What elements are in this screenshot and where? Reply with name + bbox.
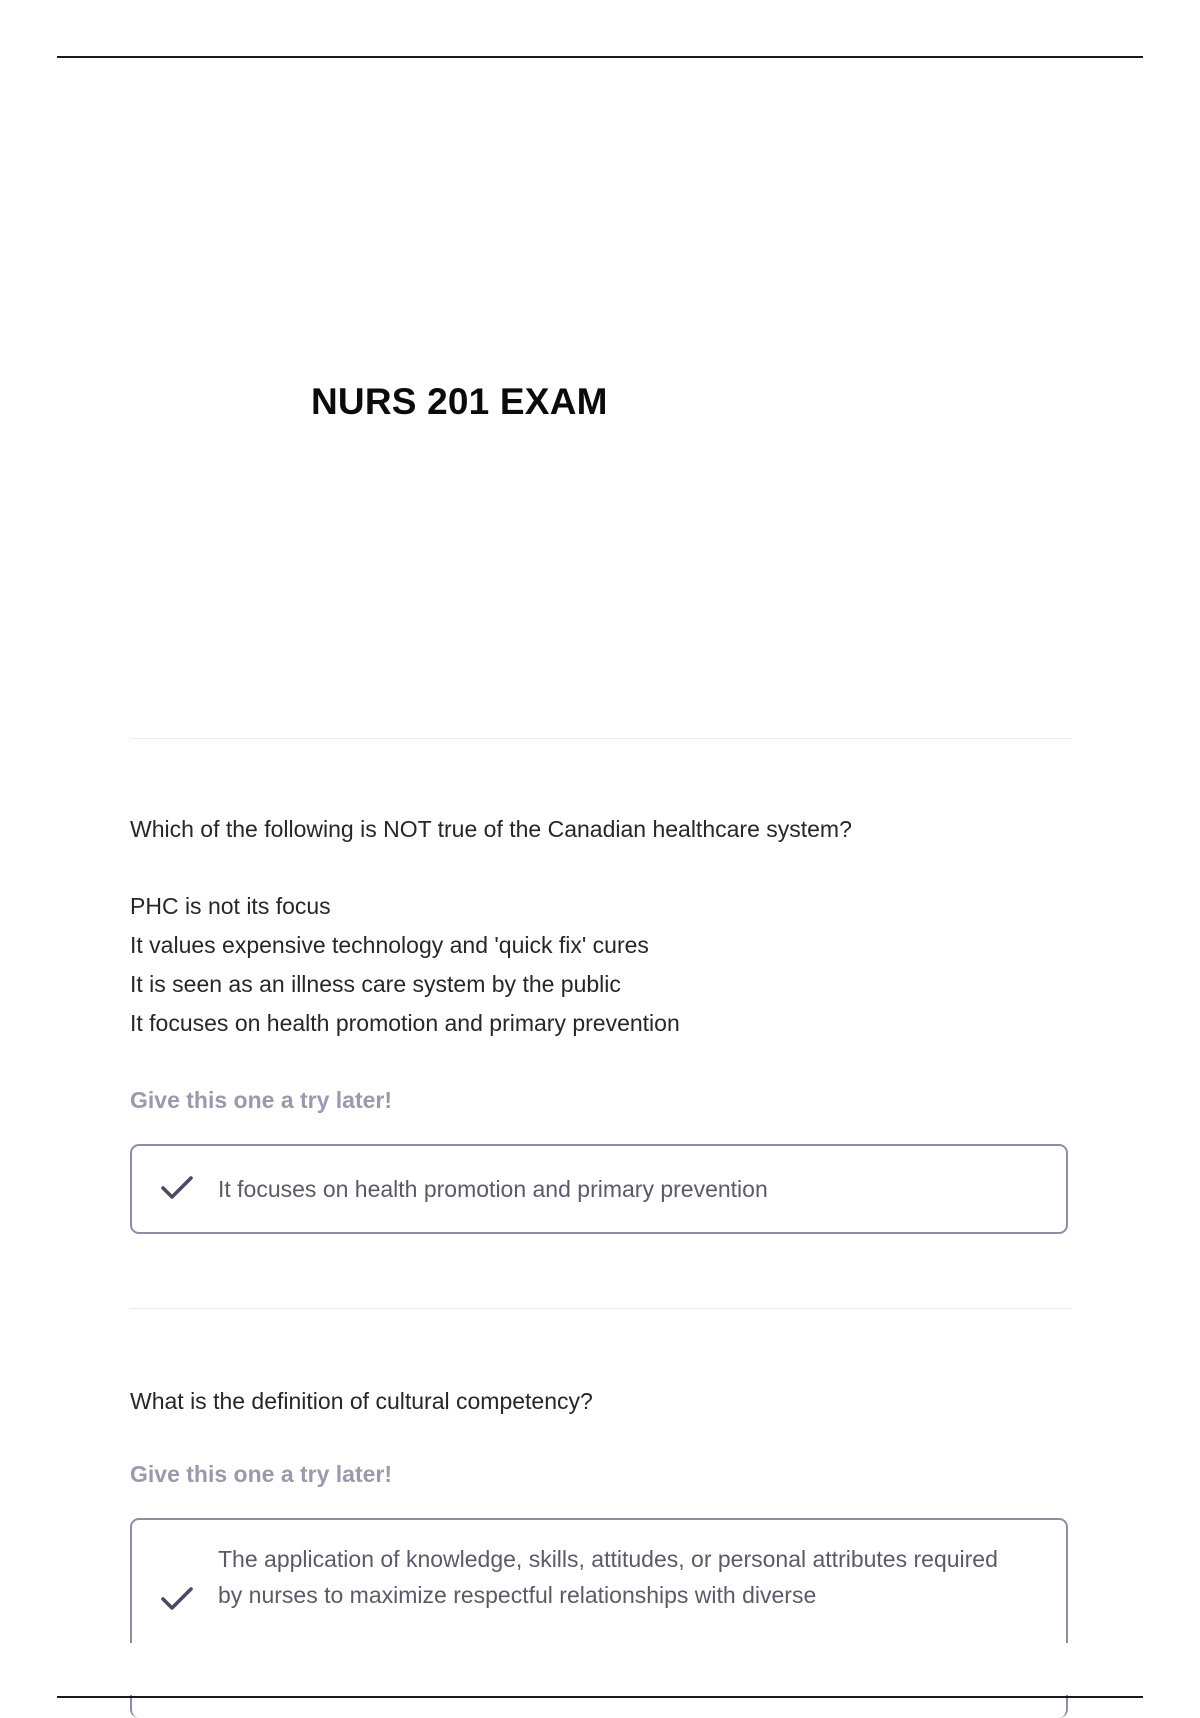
answer-option: It values expensive technology and 'quick fix' cures xyxy=(130,932,649,958)
question-prompt: What is the definition of cultural competency? xyxy=(130,1388,593,1414)
check-icon xyxy=(160,1174,194,1202)
page-top-rule xyxy=(57,56,1143,58)
answer-option: PHC is not its focus xyxy=(130,893,331,919)
section-divider xyxy=(130,1308,1072,1309)
correct-answer-box xyxy=(130,1144,1068,1234)
correct-answer-text: The application of knowledge, skills, attitudes, or personal attributes required by nurses to maximize respectful relationships with diverse xyxy=(218,1546,998,1608)
page-cut-off-area xyxy=(0,1643,1200,1695)
answer-option: It is seen as an illness care system by the public xyxy=(130,971,621,997)
answer-options-list xyxy=(130,893,680,1049)
try-later-hint: Give this one a try later! xyxy=(130,1461,393,1487)
section-divider xyxy=(130,738,1072,739)
document-title: NURS 201 EXAM xyxy=(311,381,608,422)
question-prompt: Which of the following is NOT true of the Canadian healthcare system? xyxy=(130,816,852,842)
try-later-hint: Give this one a try later! xyxy=(130,1087,393,1113)
check-icon xyxy=(160,1585,194,1613)
page-bottom-rule xyxy=(57,1696,1143,1698)
answer-option: It focuses on health promotion and primary prevention xyxy=(130,1010,680,1036)
correct-answer-text: It focuses on health promotion and primary prevention xyxy=(218,1176,768,1202)
